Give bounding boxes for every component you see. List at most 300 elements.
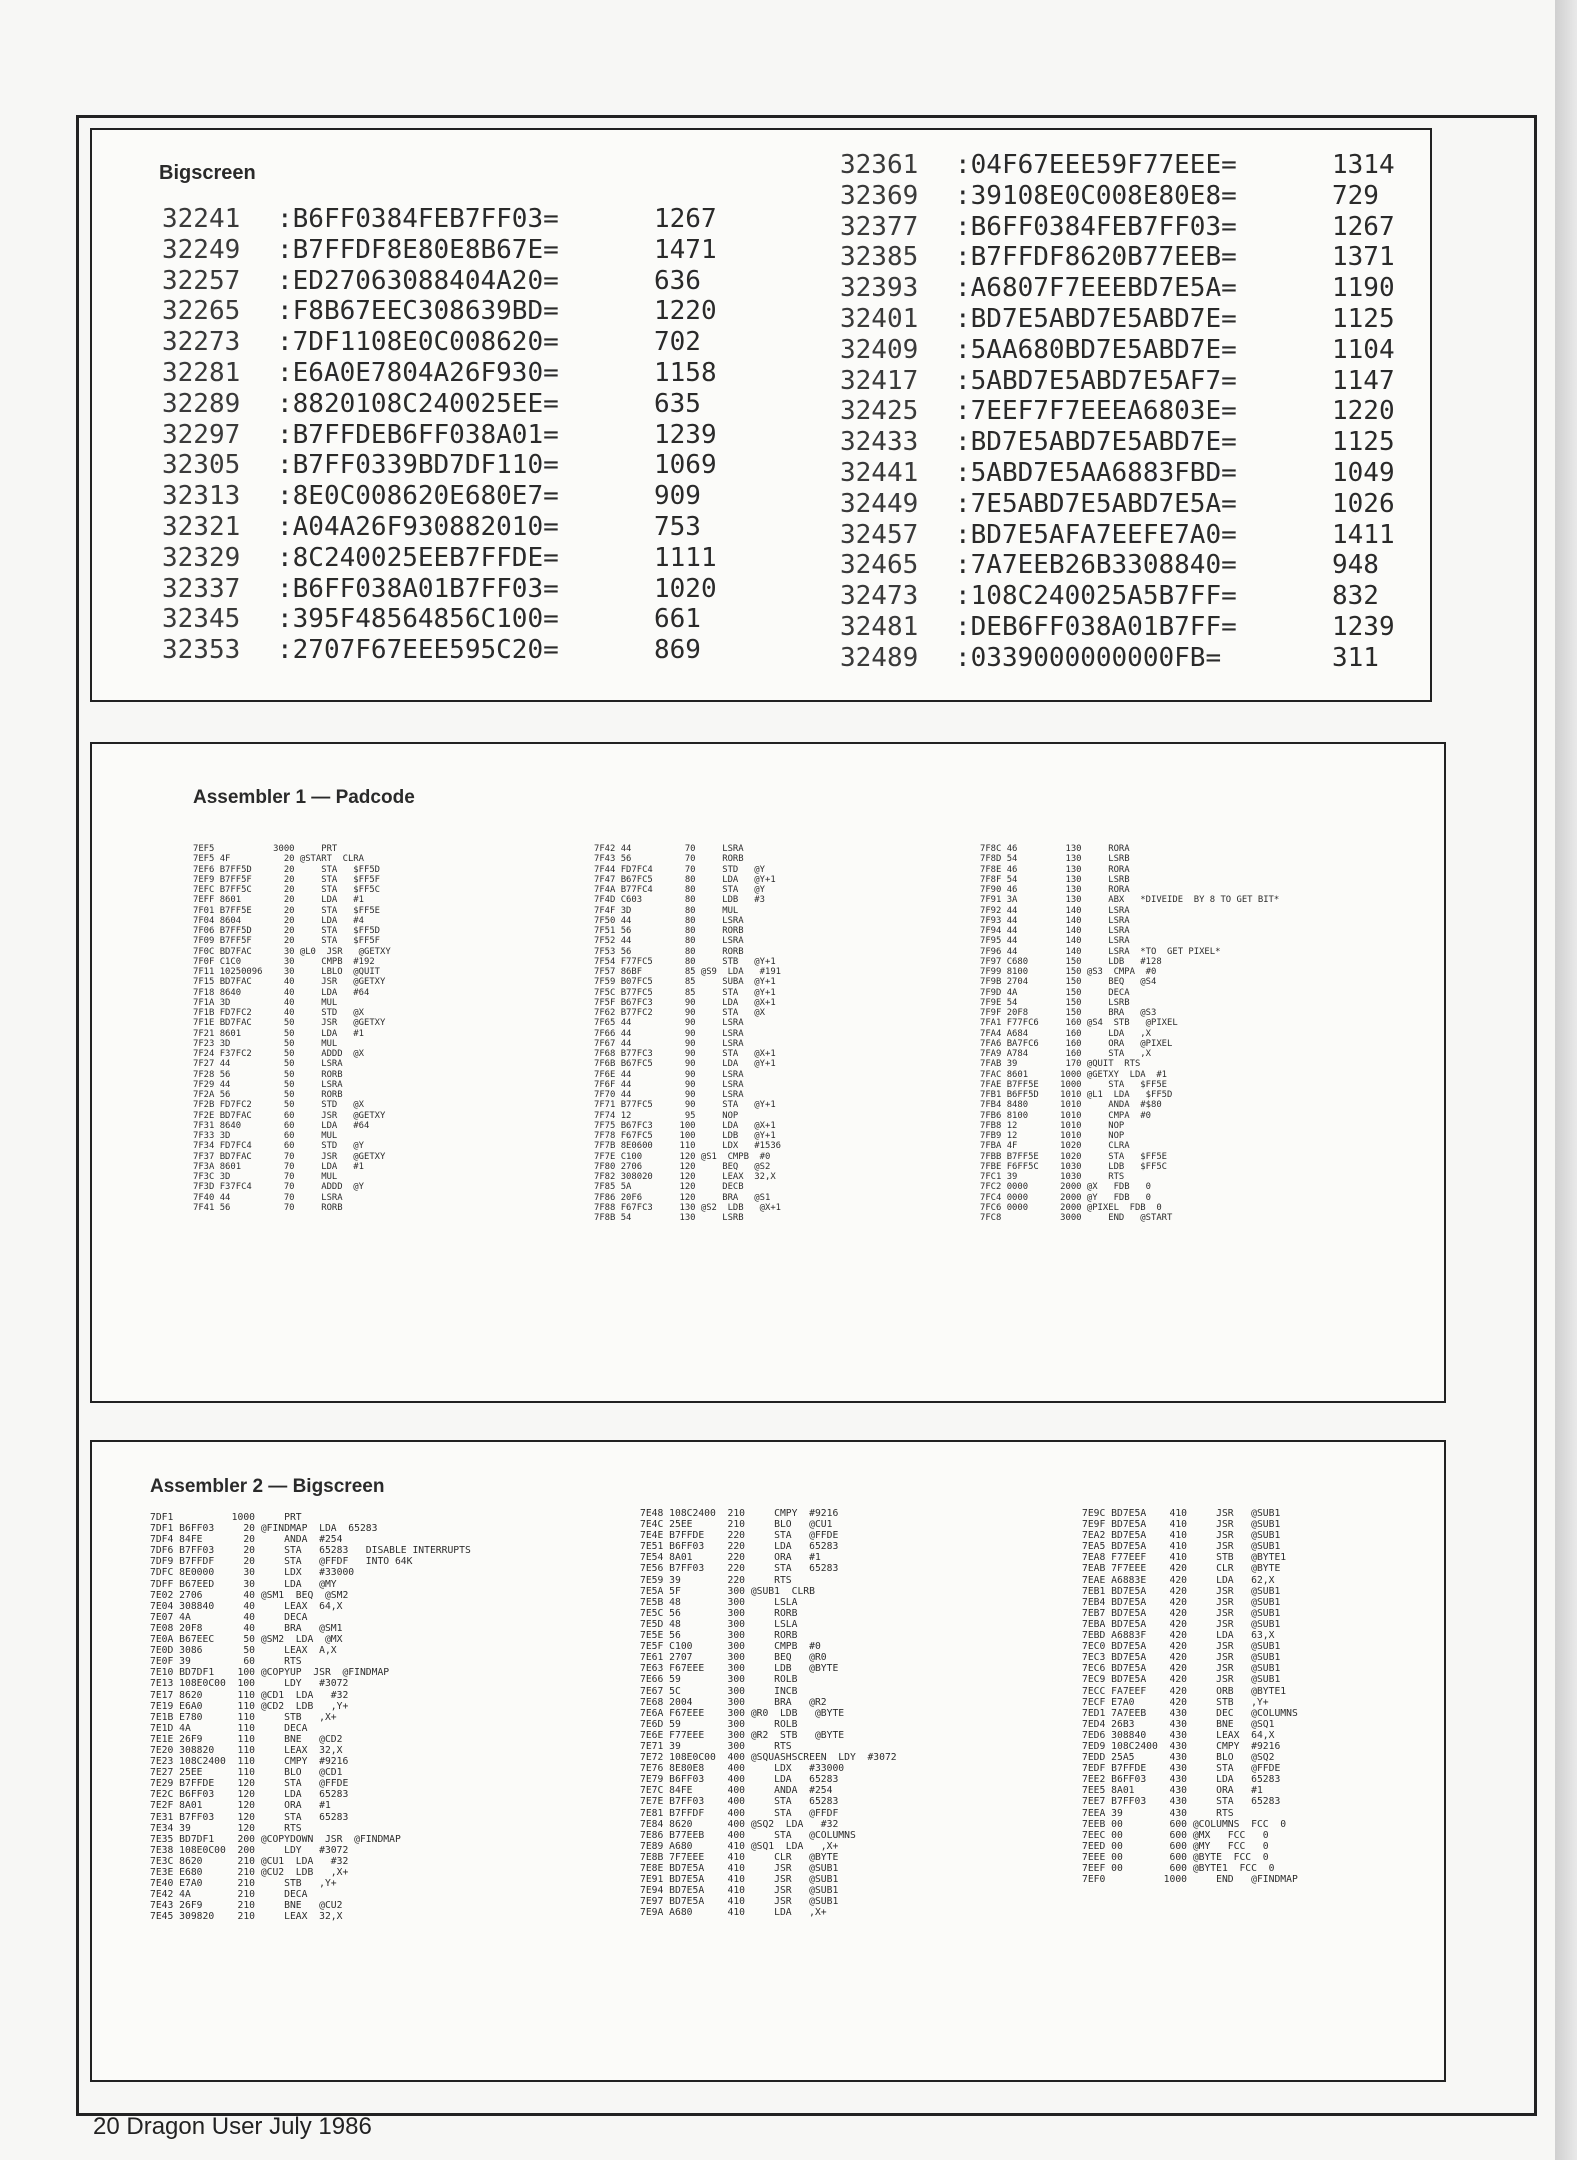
bigscreen-address: 32409: [840, 334, 919, 365]
listing-line: 7E35 BD7DF1 200 @COPYDOWN JSR @FINDMAP: [150, 1833, 401, 1845]
listing-line: 7ED6 308840 430 LEAX 64,X: [1082, 1729, 1275, 1741]
listing-line: 7E43 26F9 210 BNE @CU2: [150, 1900, 343, 1912]
listing-line: 7F9B 2704 150 BEQ @S4: [980, 977, 1157, 988]
bigscreen-address: 32449: [840, 488, 919, 519]
listing-line: 7EC3 BD7E5A 420 JSR @SUB1: [1082, 1652, 1281, 1664]
listing-line: 7ECC FA7EEF 420 ORB @BYTE1: [1082, 1685, 1287, 1697]
bigscreen-hex-data: :B7FFDEB6FF038A01=: [277, 419, 559, 450]
listing-line: 7EF5 3000 PRT: [193, 844, 338, 854]
bigscreen-checksum: 635: [654, 388, 701, 419]
listing-line: 7EC6 BD7E5A 420 JSR @SUB1: [1082, 1663, 1281, 1675]
bigscreen-row: [840, 550, 1395, 581]
bigscreen-hex-data: :7E5ABD7E5ABD7E5A=: [955, 488, 1237, 519]
bigscreen-row: [840, 181, 1395, 212]
listing-line: 7EA8 F77EEF 410 STB @BYTE1: [1082, 1552, 1287, 1564]
listing-line: 7F96 44 140 LSRA *TO GET PIXEL*: [980, 946, 1221, 957]
bigscreen-row: [162, 235, 717, 266]
listing-line: 7F71 B77FC5 90 STA @Y+1: [594, 1100, 776, 1111]
listing-line: 7F94 44 140 LSRA: [980, 926, 1130, 936]
bigscreen-hex-data: :B7FFDF8620B77EEB=: [955, 242, 1237, 273]
listing-line: 7F85 5A 120 DECB: [594, 1182, 744, 1193]
listing-line: 7FA1 F77FC6 160 @S4 STB @PIXEL: [980, 1018, 1178, 1029]
bigscreen-row: [840, 366, 1395, 397]
listing-line: 7E38 108E0C00 200 LDY #3072: [150, 1844, 349, 1856]
listing-line: 7F9D 4A 150 DECA: [980, 987, 1130, 998]
bigscreen-checksum: 1267: [654, 204, 717, 234]
listing-line: 7E51 B6FF03 220 LDA 65283: [640, 1541, 839, 1553]
bigscreen-hex-data: :BD7E5ABD7E5ABD7E=: [955, 427, 1237, 458]
listing-line: 7F2A 56 50 RORB: [193, 1090, 343, 1100]
listing-line: 7F59 B07FC5 85 SUBA @Y+1: [594, 977, 776, 988]
listing-line: 7F04 8604 20 LDA #4: [193, 915, 364, 926]
listing-line: 7EE5 8A01 430 ORA #1: [1082, 1785, 1263, 1797]
listing-line: 7F90 46 130 RORA: [980, 885, 1130, 895]
bigscreen-checksum: 1220: [1332, 396, 1395, 427]
listing-line: 7E59 39 220 RTS: [640, 1574, 792, 1586]
assembler1-column-1: [193, 844, 391, 1213]
listing-line: 7FBA 4F 1020 CLRA: [980, 1141, 1130, 1152]
listing-line: 7E7E B7FF03 400 STA 65283: [640, 1796, 839, 1808]
listing-line: 7E7C 84FE 400 ANDA #254: [640, 1785, 833, 1797]
bigscreen-checksum: 729: [1332, 180, 1379, 211]
bigscreen-address: 32361: [840, 150, 919, 180]
listing-line: 7DF1 1000 PRT: [150, 1512, 302, 1523]
bigscreen-row: [840, 520, 1395, 551]
bigscreen-address: 32369: [840, 180, 919, 211]
bigscreen-checksum: 1371: [1332, 242, 1395, 273]
bigscreen-hex-data: :0339000000000FB=: [955, 642, 1222, 673]
listing-line: 7EFC B7FF5C 20 STA $FF5C: [193, 885, 381, 895]
listing-line: 7E17 8620 110 @CD1 LDA #32: [150, 1689, 349, 1701]
listing-line: 7E54 8A01 220 ORA #1: [640, 1552, 821, 1564]
bigscreen-hex-data: :ED27063088404A20=: [277, 265, 559, 296]
listing-line: 7F11 10250096 30 LBLO @QUIT: [193, 967, 381, 977]
page-edge-shadow: [1555, 0, 1577, 2160]
listing-line: 7E40 E7A0 210 STB ,Y+: [150, 1878, 337, 1890]
bigscreen-address: 32393: [840, 273, 919, 304]
listing-line: 7EEA 39 430 RTS: [1082, 1807, 1234, 1819]
listing-line: 7EED 00 600 @MY FCC 0: [1082, 1840, 1269, 1852]
listing-line: 7F93 44 140 LSRA: [980, 915, 1130, 926]
listing-line: 7F3A 8601 70 LDA #1: [193, 1161, 364, 1172]
bigscreen-right-column: [840, 150, 1395, 674]
bigscreen-hex-data: :8E0C008620E680E7=: [277, 481, 559, 512]
listing-line: 7E9C BD7E5A 410 JSR @SUB1: [1082, 1508, 1281, 1519]
listing-line: 7EEB 00 600 @COLUMNS FCC 0: [1082, 1818, 1287, 1830]
bigscreen-address: 32353: [162, 635, 241, 666]
listing-line: 7EB4 BD7E5A 420 JSR @SUB1: [1082, 1596, 1281, 1608]
bigscreen-address: 32377: [840, 211, 919, 242]
listing-line: 7E45 309820 210 LEAX 32,X: [150, 1911, 343, 1923]
listing-line: 7F4D C603 80 LDB #3: [594, 895, 765, 906]
listing-line: 7E19 E6A0 110 @CD2 LDB ,Y+: [150, 1700, 349, 1712]
listing-line: 7E4C 25EE 210 BLO @CU1: [640, 1519, 833, 1531]
listing-line: 7E8B 7F7EEE 410 CLR @BYTE: [640, 1851, 839, 1863]
listing-line: 7E3E E680 210 @CU2 LDB ,X+: [150, 1867, 349, 1878]
bigscreen-hex-data: :B6FF038A01B7FF03=: [277, 573, 559, 604]
listing-line: 7E94 BD7E5A 410 JSR @SUB1: [640, 1885, 839, 1897]
bigscreen-hex-data: :39108E0C008E80E8=: [955, 180, 1237, 211]
listing-line: 7F4F 3D 80 MUL: [594, 905, 739, 916]
assembler1-title: Assembler 1 — Padcode: [193, 787, 415, 808]
bigscreen-checksum: 702: [654, 327, 701, 358]
listing-line: 7FB8 12 1010 NOP: [980, 1120, 1125, 1131]
listing-line: 7F1E BD7FAC 50 JSR @GETXY: [193, 1018, 386, 1029]
listing-line: 7FA9 A784 160 STA ,X: [980, 1049, 1151, 1059]
listing-line: 7EF6 B7FF5D 20 STA $FF5D: [193, 864, 381, 875]
bigscreen-row: [840, 489, 1395, 520]
bigscreen-checksum: 909: [654, 481, 701, 512]
bigscreen-hex-data: :5AA680BD7E5ABD7E=: [955, 334, 1237, 365]
bigscreen-row: [840, 427, 1395, 458]
bigscreen-address: 32345: [162, 604, 241, 635]
listing-line: 7F51 56 80 RORB: [594, 926, 744, 936]
bigscreen-address: 32257: [162, 265, 241, 296]
listing-line: 7EDF B7FFDE 430 STA @FFDE: [1082, 1763, 1281, 1775]
listing-line: 7F8E 46 130 RORA: [980, 864, 1130, 875]
listing-line: 7E81 B7FFDF 400 STA @FFDF: [640, 1807, 839, 1819]
listing-line: 7F40 44 70 LSRA: [193, 1192, 343, 1203]
bigscreen-row: [840, 335, 1395, 366]
listing-line: 7F2B FD7FC2 50 STD @X: [193, 1100, 364, 1111]
listing-line: 7E84 8620 400 @SQ2 LDA #32: [640, 1818, 839, 1830]
listing-line: 7F62 B77FC2 90 STA @X: [594, 1008, 765, 1018]
bigscreen-row: [840, 242, 1395, 273]
listing-line: 7E0A B67EEC 50 @SM2 LDA @MX: [150, 1634, 343, 1646]
listing-line: 7EA2 BD7E5A 410 JSR @SUB1: [1082, 1530, 1281, 1542]
listing-line: 7F78 F67FC5 100 LDB @Y+1: [594, 1131, 776, 1141]
bigscreen-checksum: 1314: [1332, 150, 1395, 180]
assembler2-column-1: [150, 1512, 471, 1922]
bigscreen-hex-data: :7EEF7F7EEEA6803E=: [955, 396, 1237, 427]
bigscreen-row: [840, 212, 1395, 243]
bigscreen-row: [840, 643, 1395, 674]
bigscreen-hex-data: :B6FF0384FEB7FF03=: [277, 204, 559, 234]
bigscreen-box: [90, 128, 1432, 702]
bigscreen-hex-data: :B6FF0384FEB7FF03=: [955, 211, 1237, 242]
listing-line: 7FC2 0000 2000 @X FDB 0: [980, 1182, 1151, 1193]
listing-line: 7E56 B7FF03 220 STA 65283: [640, 1563, 839, 1575]
listing-line: 7F52 44 80 LSRA: [594, 936, 744, 947]
listing-line: 7E29 B7FFDE 120 STA @FFDE: [150, 1778, 349, 1790]
bigscreen-hex-data: :BD7E5ABD7E5ABD7E=: [955, 303, 1237, 334]
listing-line: 7F80 2706 120 BEQ @S2: [594, 1161, 771, 1172]
listing-line: 7EFF 8601 20 LDA #1: [193, 895, 364, 906]
listing-line: 7E76 8E80E8 400 LDX #33000: [640, 1763, 845, 1775]
bigscreen-hex-data: :7A7EEB26B3308840=: [955, 550, 1237, 581]
bigscreen-checksum: 636: [654, 265, 701, 296]
listing-line: 7E04 308840 40 LEAX 64,X: [150, 1600, 343, 1612]
bigscreen-checksum: 832: [1332, 581, 1379, 612]
bigscreen-hex-data: :8820108C240025EE=: [277, 388, 559, 419]
listing-line: 7E66 59 300 ROLB: [640, 1674, 798, 1686]
listing-line: 7E27 25EE 110 BLO @CD1: [150, 1767, 343, 1779]
listing-line: 7EA5 BD7E5A 410 JSR @SUB1: [1082, 1541, 1281, 1553]
listing-line: 7E42 4A 210 DECA: [150, 1889, 308, 1901]
listing-line: 7FB9 12 1010 NOP: [980, 1131, 1125, 1141]
listing-line: 7E72 108E0C00 400 @SQUASHSCREEN LDY #3072: [640, 1752, 897, 1764]
bigscreen-address: 32281: [162, 357, 241, 388]
listing-line: 7E34 39 120 RTS: [150, 1822, 302, 1834]
bigscreen-checksum: 1158: [654, 357, 717, 388]
bigscreen-hex-data: :DEB6FF038A01B7FF=: [955, 611, 1237, 642]
bigscreen-row: [162, 481, 717, 512]
listing-line: 7F8D 54 130 LSRB: [980, 854, 1130, 865]
listing-line: 7DF9 B7FFDF 20 STA @FFDF INTO 64K: [150, 1556, 413, 1568]
bigscreen-address: 32481: [840, 611, 919, 642]
listing-line: 7EB7 BD7E5A 420 JSR @SUB1: [1082, 1607, 1281, 1619]
listing-line: 7F37 BD7FAC 70 JSR @GETXY: [193, 1151, 386, 1162]
listing-line: 7EF5 4F 20 @START CLRA: [193, 854, 364, 865]
assembler2-column-3: [1082, 1508, 1298, 1885]
bigscreen-address: 32265: [162, 296, 241, 327]
bigscreen-row: [162, 450, 717, 481]
listing-line: 7F97 C680 150 LDB #128: [980, 956, 1162, 967]
listing-line: 7E48 108C2400 210 CMPY #9216: [640, 1508, 839, 1519]
listing-line: 7F01 B7FF5E 20 STA $FF5E: [193, 905, 381, 916]
bigscreen-hex-data: :BD7E5AFA7EEFE7A0=: [955, 519, 1237, 550]
listing-line: 7F3D F37FC4 70 ADDD @Y: [193, 1182, 364, 1193]
bigscreen-left-column: [162, 204, 717, 666]
bigscreen-hex-data: :395F48564856C100=: [277, 604, 559, 635]
listing-line: 7E68 2004 300 BRA @R2: [640, 1696, 827, 1708]
listing-line: 7F47 B67FC5 80 LDA @Y+1: [594, 874, 776, 885]
listing-line: 7EDD 25A5 430 BLO @SQ2: [1082, 1752, 1275, 1764]
listing-line: 7F86 20F6 120 BRA @S1: [594, 1192, 771, 1203]
listing-line: 7F99 8100 150 @S3 CMPA #0: [980, 967, 1157, 977]
listing-line: 7E2C B6FF03 120 LDA 65283: [150, 1789, 349, 1801]
listing-line: 7F75 B67FC3 100 LDA @X+1: [594, 1120, 776, 1131]
bigscreen-title: Bigscreen: [159, 162, 256, 184]
listing-line: 7EF9 B7FF5F 20 STA $FF5F: [193, 874, 381, 885]
listing-line: 7E0F 39 60 RTS: [150, 1656, 302, 1668]
bigscreen-hex-data: :04F67EEE59F77EEE=: [955, 150, 1237, 180]
bigscreen-row: [840, 273, 1395, 304]
bigscreen-row: [840, 581, 1395, 612]
listing-line: 7E63 F67EEE 300 LDB @BYTE: [640, 1663, 839, 1675]
assembler2-title: Assembler 2 — Bigscreen: [150, 1476, 385, 1497]
listing-line: 7E8E BD7E5A 410 JSR @SUB1: [640, 1863, 839, 1874]
bigscreen-row: [840, 150, 1395, 181]
listing-line: 7EF0 1000 END @FINDMAP: [1082, 1874, 1298, 1886]
assembler1-column-2: [594, 844, 781, 1223]
listing-line: 7EC9 BD7E5A 420 JSR @SUB1: [1082, 1674, 1281, 1686]
listing-line: 7F27 44 50 LSRA: [193, 1059, 343, 1070]
assembler2-column-2: [640, 1508, 897, 1918]
listing-line: 7FB6 8100 1010 CMPA #0: [980, 1110, 1151, 1121]
listing-line: 7F1B FD7FC2 40 STD @X: [193, 1008, 364, 1018]
listing-line: 7F4A B77FC4 80 STA @Y: [594, 885, 765, 895]
listing-line: 7F7E C100 120 @S1 CMPB #0: [594, 1151, 771, 1162]
bigscreen-hex-data: :5ABD7E5AA6883FBD=: [955, 457, 1237, 488]
listing-line: 7E1D 4A 110 DECA: [150, 1722, 308, 1734]
listing-line: 7F65 44 90 LSRA: [594, 1018, 744, 1029]
page-footer: 20 Dragon User July 1986: [93, 2113, 372, 2140]
listing-line: 7F88 F67FC3 130 @S2 LDB @X+1: [594, 1202, 782, 1213]
bigscreen-checksum: 753: [654, 511, 701, 542]
listing-line: 7F70 44 90 LSRA: [594, 1090, 744, 1100]
listing-line: 7EB1 BD7E5A 420 JSR @SUB1: [1082, 1585, 1281, 1597]
listing-line: 7E5B 48 300 LSLA: [640, 1596, 798, 1608]
listing-line: 7F31 8640 60 LDA #64: [193, 1120, 370, 1131]
bigscreen-hex-data: :F8B67EEC308639BD=: [277, 296, 559, 327]
assembler2-box: [90, 1440, 1446, 2082]
bigscreen-checksum: 1026: [1332, 488, 1395, 519]
listing-line: 7FB1 B6FF5D 1010 @L1 LDA $FF5D: [980, 1090, 1173, 1100]
listing-line: 7EE7 B7FF03 430 STA 65283: [1082, 1796, 1281, 1808]
bigscreen-row: [162, 358, 717, 389]
listing-line: 7F44 FD7FC4 70 STD @Y: [594, 864, 765, 875]
bigscreen-address: 32433: [840, 427, 919, 458]
listing-line: 7F41 56 70 RORB: [193, 1202, 343, 1213]
listing-line: 7F18 8640 40 LDA #64: [193, 987, 370, 998]
bigscreen-address: 32329: [162, 542, 241, 573]
bigscreen-address: 32297: [162, 419, 241, 450]
listing-line: 7F53 56 80 RORB: [594, 946, 744, 957]
bigscreen-row: [162, 604, 717, 635]
listing-line: 7F9E 54 150 LSRB: [980, 997, 1130, 1008]
listing-line: 7FA4 A684 160 LDA ,X: [980, 1028, 1151, 1039]
bigscreen-address: 32473: [840, 581, 919, 612]
listing-line: 7F0C BD7FAC 30 @L0 JSR @GETXY: [193, 946, 391, 957]
listing-line: 7DFF B67EED 30 LDA @MY: [150, 1578, 337, 1590]
listing-line: 7F6F 44 90 LSRA: [594, 1079, 744, 1090]
listing-line: 7E1B E780 110 STB ,X+: [150, 1711, 337, 1723]
listing-line: 7ECF E7A0 420 STB ,Y+: [1082, 1696, 1269, 1708]
listing-line: 7F7B 8E0600 110 LDX #1536: [594, 1141, 782, 1152]
listing-line: 7FC8 3000 END @START: [980, 1213, 1173, 1223]
listing-line: 7E61 2707 300 BEQ @R0: [640, 1652, 827, 1664]
listing-line: 7EE2 B6FF03 430 LDA 65283: [1082, 1774, 1281, 1786]
listing-line: 7E97 BD7E5A 410 JSR @SUB1: [640, 1896, 839, 1908]
bigscreen-address: 32401: [840, 303, 919, 334]
bigscreen-address: 32385: [840, 242, 919, 273]
listing-line: 7F50 44 80 LSRA: [594, 915, 744, 926]
listing-line: 7F28 56 50 RORB: [193, 1069, 343, 1080]
bigscreen-address: 32313: [162, 481, 241, 512]
listing-line: 7EAE A6883E 420 LDA 62,X: [1082, 1574, 1275, 1586]
listing-line: 7E0D 3086 50 LEAX A,X: [150, 1645, 337, 1657]
bigscreen-checksum: 1111: [654, 542, 717, 573]
bigscreen-row: [162, 574, 717, 605]
listing-line: 7F23 3D 50 MUL: [193, 1038, 338, 1049]
bigscreen-row: [162, 512, 717, 543]
bigscreen-checksum: 1125: [1332, 427, 1395, 458]
bigscreen-checksum: 1267: [1332, 211, 1395, 242]
listing-line: 7EAB 7F7EEE 420 CLR @BYTE: [1082, 1563, 1281, 1575]
listing-line: 7EBD A6883F 420 LDA 63,X: [1082, 1630, 1275, 1642]
bigscreen-checksum: 661: [654, 604, 701, 635]
bigscreen-address: 32241: [162, 204, 241, 234]
listing-line: 7F6B B67FC5 90 LDA @Y+1: [594, 1059, 776, 1070]
listing-line: 7F8F 54 130 LSRB: [980, 874, 1130, 885]
listing-line: 7F33 3D 60 MUL: [193, 1131, 338, 1141]
bigscreen-row: [162, 420, 717, 451]
listing-line: 7F3C 3D 70 MUL: [193, 1172, 338, 1182]
bigscreen-checksum: 1190: [1332, 273, 1395, 304]
bigscreen-hex-data: :5ABD7E5ABD7E5AF7=: [955, 365, 1237, 396]
listing-line: 7F0F C1C0 30 CMPB #192: [193, 956, 375, 967]
listing-line: 7E86 B77EEB 400 STA @COLUMNS: [640, 1829, 856, 1841]
listing-line: 7FAE B7FF5E 1000 STA $FF5E: [980, 1079, 1168, 1090]
bigscreen-checksum: 869: [654, 635, 701, 666]
bigscreen-address: 32289: [162, 388, 241, 419]
listing-line: 7FC1 39 1030 RTS: [980, 1172, 1125, 1182]
listing-line: 7DF1 B6FF03 20 @FINDMAP LDA 65283: [150, 1523, 378, 1535]
listing-line: 7F67 44 90 LSRA: [594, 1038, 744, 1049]
bigscreen-address: 32465: [840, 550, 919, 581]
bigscreen-row: [840, 396, 1395, 427]
listing-line: 7EBA BD7E5A 420 JSR @SUB1: [1082, 1618, 1281, 1630]
listing-line: 7DFC 8E0000 30 LDX #33000: [150, 1567, 355, 1579]
bigscreen-hex-data: :E6A0E7804A26F930=: [277, 357, 559, 388]
listing-line: 7FAC 8601 1000 @GETXY LDA #1: [980, 1069, 1168, 1080]
listing-line: 7EEC 00 600 @MX FCC 0: [1082, 1829, 1269, 1841]
listing-line: 7E3C 8620 210 @CU1 LDA #32: [150, 1855, 349, 1867]
listing-line: 7E02 2706 40 @SM1 BEQ @SM2: [150, 1589, 349, 1601]
bigscreen-checksum: 1411: [1332, 519, 1395, 550]
listing-line: 7F1A 3D 40 MUL: [193, 997, 338, 1008]
bigscreen-checksum: 1147: [1332, 365, 1395, 396]
listing-line: 7E4E B7FFDE 220 STA @FFDE: [640, 1530, 839, 1542]
listing-line: 7FA6 BA7FC6 160 ORA @PIXEL: [980, 1038, 1173, 1049]
listing-line: 7FB4 8480 1010 ANDA #$80: [980, 1100, 1162, 1111]
listing-line: 7DF6 B7FF03 20 STA 65283 DISABLE INTERRUPTS: [150, 1545, 471, 1557]
listing-line: 7F74 12 95 NOP: [594, 1110, 739, 1121]
bigscreen-row: [162, 266, 717, 297]
bigscreen-checksum: 1104: [1332, 334, 1395, 365]
listing-line: 7F24 F37FC2 50 ADDD @X: [193, 1049, 364, 1059]
bigscreen-row: [162, 543, 717, 574]
bigscreen-hex-data: :7DF1108E0C008620=: [277, 327, 559, 358]
listing-line: 7E23 108C2400 110 CMPY #9216: [150, 1756, 349, 1768]
bigscreen-checksum: 1125: [1332, 303, 1395, 334]
listing-line: 7FBB B7FF5E 1020 STA $FF5E: [980, 1151, 1168, 1162]
listing-line: 7E6A F67EEE 300 @R0 LDB @BYTE: [640, 1707, 845, 1719]
bigscreen-checksum: 1239: [654, 419, 717, 450]
listing-line: 7E5F C100 300 CMPB #0: [640, 1641, 821, 1653]
listing-line: 7E5A 5F 300 @SUB1 CLRB: [640, 1585, 815, 1597]
listing-line: 7F54 F77FC5 80 STB @Y+1: [594, 956, 776, 967]
listing-line: 7F34 FD7FC4 60 STD @Y: [193, 1141, 364, 1152]
bigscreen-checksum: 1020: [654, 573, 717, 604]
bigscreen-hex-data: :A04A26F930882010=: [277, 511, 559, 542]
listing-line: 7F2E BD7FAC 60 JSR @GETXY: [193, 1110, 386, 1121]
listing-line: 7F66 44 90 LSRA: [594, 1028, 744, 1039]
listing-line: 7FAB 39 170 @QUIT RTS: [980, 1059, 1141, 1070]
listing-line: 7E9A A680 410 LDA ,X+: [640, 1907, 827, 1919]
bigscreen-row: [162, 389, 717, 420]
listing-line: 7E79 B6FF03 400 LDA 65283: [640, 1774, 839, 1786]
bigscreen-row: [162, 204, 717, 235]
bigscreen-hex-data: :B7FF0339BD7DF110=: [277, 450, 559, 481]
listing-line: 7E13 108E0C00 100 LDY #3072: [150, 1678, 349, 1690]
bigscreen-checksum: 1069: [654, 450, 717, 481]
listing-line: 7EC0 BD7E5A 420 JSR @SUB1: [1082, 1641, 1281, 1653]
bigscreen-checksum: 1239: [1332, 611, 1395, 642]
listing-line: 7E89 A680 410 @SQ1 LDA ,X+: [640, 1840, 839, 1852]
listing-line: 7E6D 59 300 ROLB: [640, 1718, 798, 1730]
bigscreen-row: [840, 458, 1395, 489]
listing-line: 7E5C 56 300 RORB: [640, 1607, 798, 1619]
listing-line: 7E31 B7FF03 120 STA 65283: [150, 1811, 349, 1823]
bigscreen-address: 32441: [840, 457, 919, 488]
listing-line: 7F92 44 140 LSRA: [980, 905, 1130, 916]
listing-line: 7F8B 54 130 LSRB: [594, 1213, 744, 1223]
bigscreen-hex-data: :108C240025A5B7FF=: [955, 581, 1237, 612]
bigscreen-address: 32457: [840, 519, 919, 550]
listing-line: 7F09 B7FF5F 20 STA $FF5F: [193, 936, 381, 947]
